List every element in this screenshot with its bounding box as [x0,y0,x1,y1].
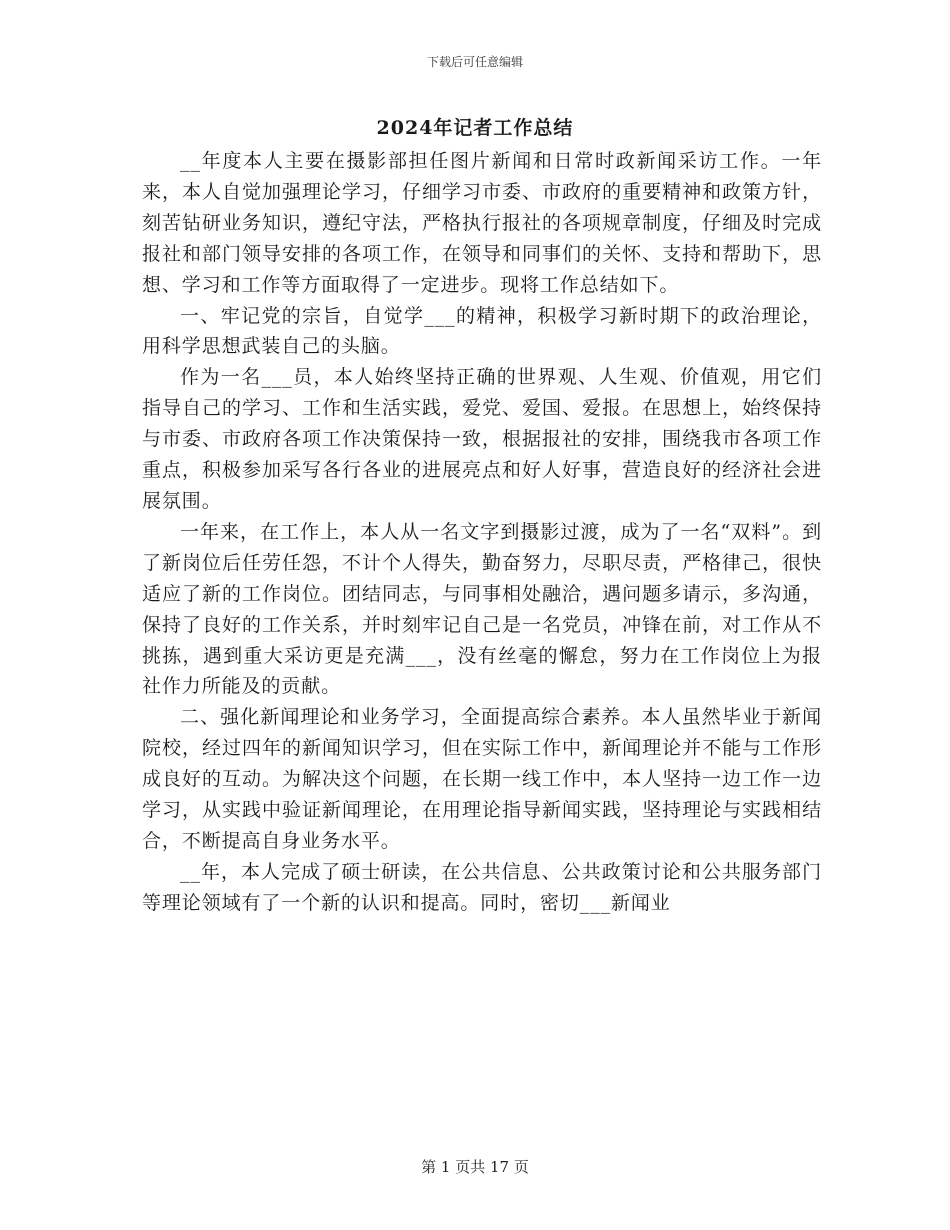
page-number-footer: 第 1 页共 17 页 [421,1158,529,1176]
paragraph: __年，本人完成了硕士研读，在公共信息、公共政策讨论和公共服务部门等理论领域有了一个新的认识和提高。同时，密切___新闻业 [142,860,822,914]
paragraph: 作为一名___员，本人始终坚持正确的世界观、人生观、价值观，用它们指导自己的学习、工作和生活实践，爱党、爱国、爱报。在思想上，始终保持与市委、市政府各项工作决策保持一致，根据报社的安排，围绕我市各项工作重点，积极参加采写各行各业的进展亮点和好人好事，营造良好的经济社会进展氛围。 [142,366,822,512]
paragraph: 二、强化新闻理论和业务学习，全面提高综合素养。本人虽然毕业于新闻院校，经过四年的新闻知识学习，但在实际工作中，新闻理论并不能与工作形成良好的互动。为解决这个问题，在长期一线工作中，本人坚持一边工作一边学习，从实践中验证新闻理论，在用理论指导新闻实践，坚持理论与实践相结合，不断提高自身业务水平。 [142,706,822,852]
paragraph: 一年来，在工作上，本人从一名文字到摄影过渡，成为了一名“双料”。到了新岗位后任劳任怨，不计个人得失，勤奋努力，尽职尽责，严格律己，很快适应了新的工作岗位。团结同志，与同事相处融洽，遇问题多请示，多沟通，保持了良好的工作关系，并时刻牢记自己是一名党员，冲锋在前，对工作从不挑拣，遇到重大采访更是充满___，没有丝毫的懈怠，努力在工作岗位上为报社作力所能及的贡献。 [142,520,822,698]
paragraph: 一、牢记党的宗旨，自觉学___的精神，积极学习新时期下的政治理论，用科学思想武装自己的头脑。 [142,304,822,358]
document-title: 2024年记者工作总结 [376,117,574,139]
document-body [142,146,822,919]
header-note: 下载后可任意编辑 [426,55,523,69]
paragraph: __年度本人主要在摄影部担任图片新闻和日常时政新闻采访工作。一年来，本人自觉加强理论学习，仔细学习市委、市政府的重要精神和政策方针，刻苦钻研业务知识，遵纪守法，严格执行报社的各项规章制度，仔细及时完成报社和部门领导安排的各项工作，在领导和同事们的关怀、支持和帮助下，思想、学习和工作等方面取得了一定进步。现将工作总结如下。 [142,150,822,296]
